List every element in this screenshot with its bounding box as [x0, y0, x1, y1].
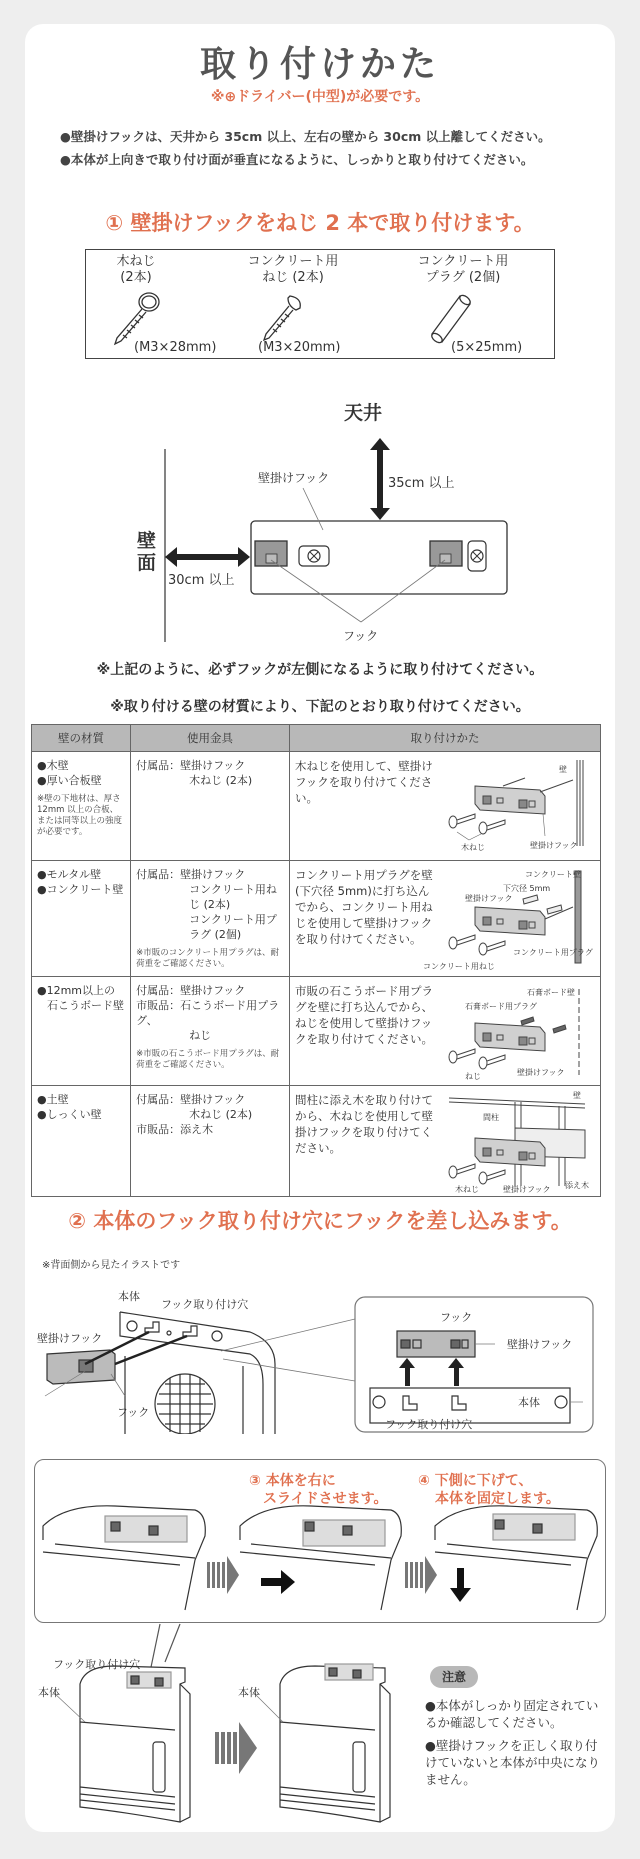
ceiling-label: 天井	[344, 402, 383, 424]
next-arrow-icon	[207, 1556, 239, 1594]
caution-item: ●壁掛けフックを正しく取り付けていないと本体が中央になりません。	[425, 1738, 601, 1787]
wall-hook-label: 壁掛けフック	[37, 1332, 103, 1345]
hardware-prefix: 付属品：	[136, 868, 181, 881]
material-note: ※壁の下地材は、厚さ 12mm 以上の合板、または同等以上の強度が必要です。	[37, 794, 123, 837]
method-text: コンクリート用プラグを壁(下穴径 5mm)に打ち込んでから、コンクリート用ねじを使用して壁掛けフックを取り付けてください。	[295, 868, 433, 946]
hardware-note: ※市販の石こうボード用プラグは、耐荷重をご確認ください。	[136, 1049, 280, 1070]
page-title: 取り付けかた	[199, 44, 440, 85]
material-item: ●土壁	[37, 1093, 69, 1106]
earth-wall-figure	[435, 1091, 595, 1194]
wall-label-2: 面	[137, 552, 157, 574]
fig-label-wall: コンクリート壁	[525, 870, 581, 879]
fig-label-splint: 添え木	[565, 1181, 589, 1190]
fig-label-wall: 壁	[559, 765, 567, 774]
hook-insert-illustration	[25, 1284, 615, 1434]
method-text: 木ねじを使用して、壁掛けフックを取り付けてください。	[295, 759, 433, 805]
hardware-prefix: 付属品：	[136, 984, 181, 997]
detail-hook-label: フック	[440, 1311, 473, 1324]
body-label-left: 本体	[38, 1686, 60, 1699]
part-qty: (2本)	[120, 270, 152, 285]
fig-label-hook: 壁掛けフック	[530, 841, 578, 850]
hardware-prefix: 市販品：	[136, 999, 181, 1012]
hardware-item: 木ねじ (2本)	[189, 1108, 253, 1121]
detail-wall-hook-label: 壁掛けフック	[507, 1338, 573, 1351]
step4-line2: 本体を固定します。	[435, 1491, 560, 1507]
concrete-wall-figure	[423, 867, 595, 971]
hardware-prefix: 付属品：	[136, 1093, 181, 1106]
fig-label-screw: コンクリート用ねじ	[423, 962, 495, 971]
instruction-card	[25, 24, 615, 1832]
step1-heading: ① 壁掛けフックをねじ 2 本で取り付けます。	[105, 211, 535, 235]
hardware-item: 壁掛けフック	[180, 1093, 246, 1106]
gypsum-wall-figure	[435, 983, 595, 1079]
step3-line1: ③ 本体を右に	[249, 1473, 336, 1489]
part-name: コンクリート用	[417, 254, 509, 269]
hook-label: フック	[343, 629, 379, 643]
part-name: 木ねじ	[116, 254, 156, 269]
col-header-method: 取り付けかた	[290, 725, 601, 752]
concrete-screw-icon	[258, 292, 308, 347]
parts-box	[85, 249, 555, 359]
part-size: (M3×28mm)	[134, 340, 217, 355]
fig-label-hole: 下穴径 5mm	[503, 884, 551, 893]
wall-label-1: 壁	[137, 530, 157, 552]
slide-right-arrow-icon	[261, 1570, 295, 1594]
wall-arrow-icon	[165, 547, 250, 567]
hardware-item: 壁掛けフック	[180, 759, 246, 772]
hook-hole-label-bottom: フック取り付け穴	[53, 1658, 141, 1671]
hardware-prefix: 付属品：	[136, 759, 181, 772]
caution-item: ●本体がしっかり固定されているか確認してください。	[425, 1698, 599, 1730]
hook-left-note: ※上記のように、必ずフックが左側になるように取り付けてください。	[96, 662, 544, 678]
ceiling-arrow-icon	[370, 438, 390, 520]
method-text: 市販の石こうボード用プラグを壁に打ち込んでから、ねじを使用して壁掛けフックを取り付けてください。	[295, 984, 433, 1046]
push-down-arrow-icon	[450, 1568, 471, 1602]
part-size: (5×25mm)	[451, 340, 523, 355]
hardware-item: 壁掛けフック	[180, 984, 246, 997]
part-wood-screw	[104, 254, 217, 355]
orientation-bullet: ●本体が上向きで取り付け面が垂直になるように、しっかりと取り付けてください。	[60, 152, 534, 167]
fig-label-screw: ねじ	[465, 1072, 481, 1081]
wall-distance-label: 30cm 以上	[168, 573, 235, 588]
fig-label-stud: 間柱	[483, 1113, 499, 1122]
fig-label-plug: 石膏ボード用プラグ	[465, 1002, 537, 1011]
hardware-item: 石こうボード用プラグ、	[136, 999, 280, 1027]
fig-label-hook: 壁掛けフック	[465, 894, 513, 903]
hardware-item: コンクリート用プラグ (2個)	[189, 913, 277, 941]
material-item: ●しっくい壁	[37, 1108, 102, 1121]
step3-line2: スライドさせます。	[263, 1491, 388, 1507]
table-row	[32, 977, 601, 1086]
method-text: 間柱に添え木を取り付けてから、木ねじを使用して壁掛けフックを取り付けてください。	[295, 1093, 433, 1155]
material-item: ●モルタル壁	[37, 868, 102, 881]
body-label: 本体	[118, 1290, 140, 1303]
table-row	[32, 752, 601, 861]
wall-material-table	[31, 724, 601, 1197]
fig-label-screw: 木ねじ	[461, 843, 485, 852]
hook-label: フック	[117, 1406, 150, 1419]
part-name: コンクリート用	[247, 254, 339, 269]
heater-before-after-illustration	[25, 1622, 425, 1827]
fig-label-wall: 石膏ボード壁	[527, 988, 575, 997]
part-concrete-screw	[238, 254, 348, 355]
hardware-item: 壁掛けフック	[180, 868, 246, 881]
step4-line1: ④ 下側に下げて、	[418, 1473, 533, 1489]
detail-body-label: 本体	[518, 1396, 540, 1409]
part-qty: ねじ (2本)	[262, 270, 324, 285]
next-arrow-icon	[405, 1556, 437, 1594]
hardware-note: ※市販のコンクリート用プラグは、耐荷重をご確認ください。	[136, 948, 280, 969]
earth-wall-illustration	[435, 1092, 595, 1190]
part-size: (M3×20mm)	[258, 340, 341, 355]
material-item: ●木壁	[37, 759, 69, 772]
body-label-right: 本体	[238, 1686, 260, 1699]
clearance-diagram	[105, 394, 525, 654]
fig-label-wall: 壁	[573, 1091, 581, 1100]
hardware-item: コンクリート用ねじ (2本)	[189, 883, 277, 911]
hook-hole-label: フック取り付け穴	[161, 1298, 249, 1311]
hook-plate-label: 壁掛けフック	[258, 471, 330, 485]
col-header-material: 壁の材質	[32, 725, 131, 752]
material-item: ●コンクリート壁	[37, 883, 124, 896]
fig-label-hook: 壁掛けフック	[517, 1068, 565, 1077]
table-row	[32, 861, 601, 977]
clearance-bullet: ●壁掛けフックは、天井から 35cm 以上、左右の壁から 30cm 以上離してください。	[60, 129, 551, 144]
fig-label-plug: コンクリート用プラグ	[513, 948, 593, 957]
fig-label-screw: 木ねじ	[455, 1185, 479, 1194]
hardware-item: 木ねじ (2本)	[189, 774, 253, 787]
col-header-hardware: 使用金具	[131, 725, 290, 752]
hardware-item: 添え木	[180, 1123, 214, 1136]
result-arrow-icon	[215, 1722, 257, 1774]
rear-view-note: ※背面側から見たイラストです	[42, 1260, 181, 1271]
material-item: ●厚い合板壁	[37, 774, 102, 787]
table-row	[32, 1086, 601, 1197]
step2-heading: ② 本体のフック取り付け穴にフックを差し込みます。	[68, 1209, 572, 1233]
material-item: ●12mm以上の	[37, 984, 116, 997]
wood-wall-figure	[435, 758, 595, 854]
wall-material-note: ※取り付ける壁の材質により、下記のとおり取り付けてください。	[110, 699, 530, 715]
part-qty: プラグ (2個)	[425, 270, 501, 285]
fig-label-hook: 壁掛けフック	[503, 1185, 551, 1194]
slide-steps-panel	[34, 1459, 606, 1623]
ceiling-distance-label: 35cm 以上	[388, 476, 455, 491]
hardware-item: ねじ	[189, 1029, 212, 1042]
caution-badge: 注意	[430, 1666, 478, 1688]
detail-hook-hole-label: フック取り付け穴	[385, 1418, 473, 1431]
material-item: 石こうボード壁	[47, 999, 124, 1012]
required-tool-note: ※⊕ドライバー(中型)が必要です。	[210, 89, 430, 105]
part-concrete-plug	[408, 254, 523, 355]
hardware-prefix: 市販品：	[136, 1123, 181, 1136]
